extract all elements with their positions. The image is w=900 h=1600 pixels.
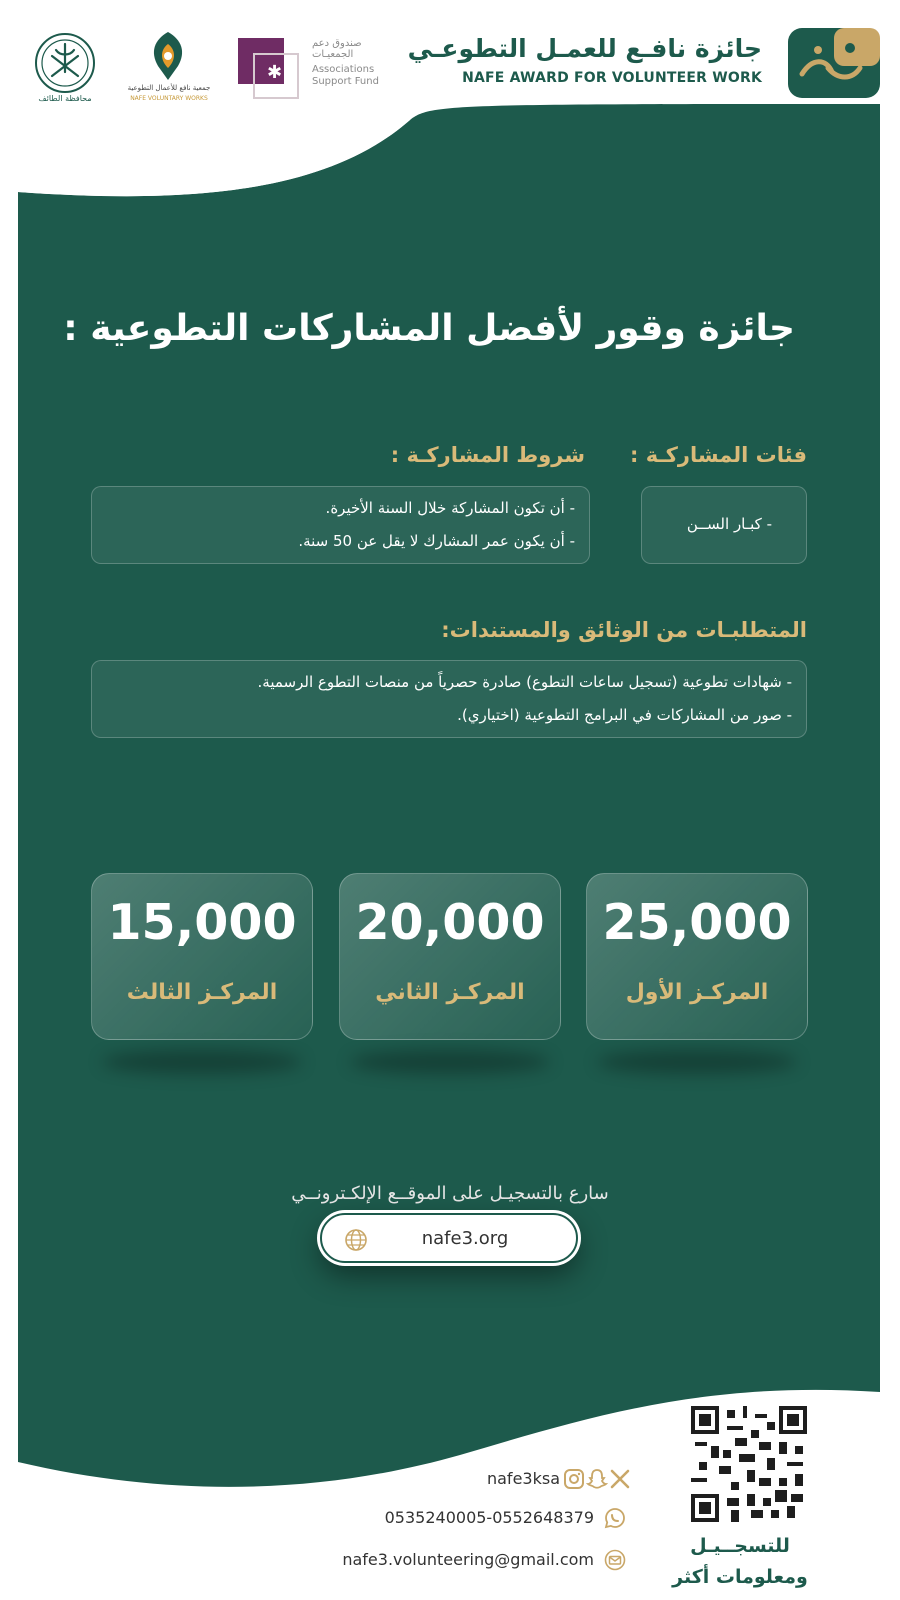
nafe-logo	[788, 28, 880, 98]
globe-icon	[344, 1228, 368, 1252]
prize-card-shadow	[597, 1050, 797, 1074]
prize-card-third	[91, 873, 313, 1040]
document-item: - صور من المشاركات في البرامج التطوعية (اختياري).	[457, 706, 792, 724]
condition-item: - أن تكون المشاركة خلال السنة الأخيرة.	[325, 499, 575, 517]
prize-card-shadow	[102, 1050, 302, 1074]
prize-rank: المركـز الأول	[625, 980, 769, 1005]
phone-numbers[interactable]: 0535240005-0552648379	[384, 1508, 594, 1527]
prize-rank: المركـز الثاني	[375, 980, 525, 1005]
governorate-emblem	[34, 32, 96, 94]
prize-card-first	[586, 873, 808, 1040]
website-url[interactable]: nafe3.org	[421, 1228, 509, 1249]
categories-heading: فئات المشاركـة :	[630, 443, 807, 467]
documents-heading: المتطلبـات من الوثائق والمستندات:	[441, 618, 807, 642]
snapchat-icon[interactable]	[586, 1468, 608, 1490]
registration-prompt: سارع بالتسجيـل على الموقــع الإلكـترونــي	[291, 1183, 609, 1204]
conditions-heading: شروط المشاركـة :	[390, 443, 585, 467]
instagram-icon[interactable]	[563, 1468, 585, 1490]
prize-card-shadow	[350, 1050, 550, 1074]
documents-box	[91, 660, 807, 738]
association-name-arabic: جمعية نافع للأعمال التطوعية	[127, 84, 211, 92]
qr-code[interactable]	[691, 1406, 807, 1522]
conditions-box	[91, 486, 590, 564]
categories-box	[641, 486, 807, 564]
qr-caption-line1: للتسجــيـل	[690, 1535, 790, 1557]
fund-name-english: Associations Support Fund	[312, 64, 379, 87]
governorate-name: محافظة الطائف	[38, 94, 92, 103]
social-handle[interactable]: nafe3ksa	[486, 1469, 560, 1488]
mail-icon[interactable]	[604, 1549, 626, 1571]
whatsapp-icon[interactable]	[604, 1507, 626, 1529]
condition-item: - أن يكون عمر المشارك لا يقل عن 50 سنة.	[298, 532, 575, 550]
qr-caption	[660, 1531, 820, 1593]
email-address[interactable]: nafe3.volunteering@gmail.com	[342, 1550, 594, 1569]
prize-amount: 20,000	[355, 894, 545, 951]
document-item: - شهادات تطوعية (تسجيل ساعات التطوع) صادرة حصرياً من منصات التطوع الرسمية.	[257, 673, 792, 691]
award-title: جائزة وقور لأفضل المشاركات التطوعية :	[63, 308, 795, 349]
nafe-association-logo	[148, 30, 188, 82]
qr-caption-line2: ومعلومات أكثر	[672, 1566, 808, 1588]
category-item: - كبـار الســن	[686, 515, 772, 533]
fund-name-arabic: صندوق دعم الجمعيـات	[312, 38, 362, 60]
prize-amount: 25,000	[602, 894, 792, 951]
prize-amount: 15,000	[107, 894, 297, 951]
prize-rank: المركـز الثالث	[126, 980, 278, 1005]
website-link-button[interactable]	[320, 1213, 578, 1263]
svg-text:✱: ✱	[267, 62, 283, 83]
association-name-english: NAFE VOLUNTARY WORKS	[130, 95, 208, 102]
brand-title: جائزة نافـع للعمـل التطوعـي	[407, 34, 762, 63]
brand-subtitle: NAFE AWARD FOR VOLUNTEER WORK	[462, 70, 762, 86]
prize-card-second	[339, 873, 561, 1040]
x-icon[interactable]	[609, 1468, 631, 1490]
